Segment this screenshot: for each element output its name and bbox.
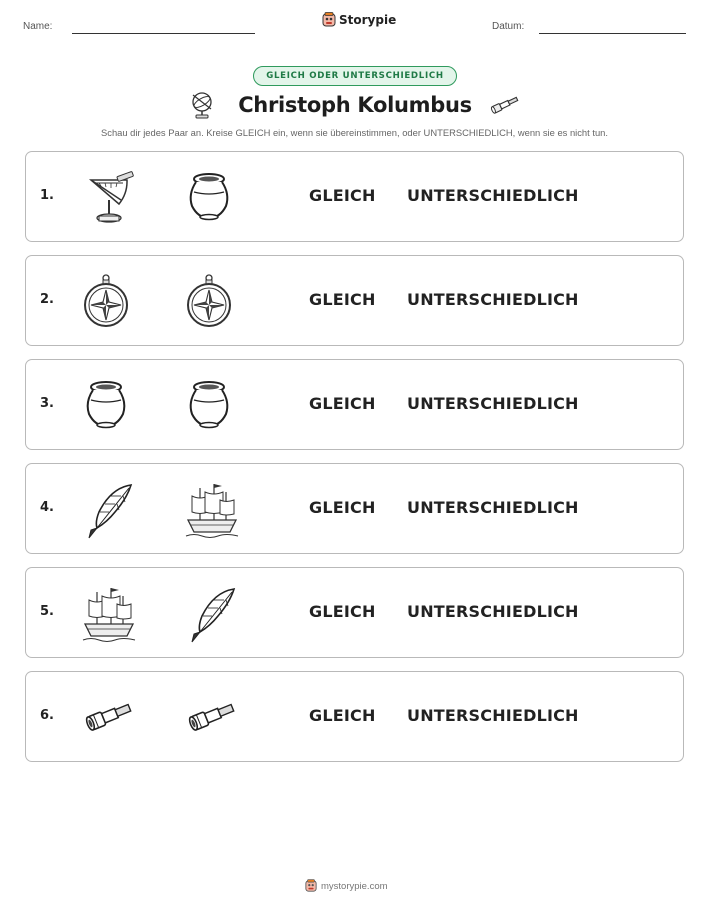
storypie-mascot-icon (305, 879, 317, 893)
footer (305, 879, 388, 893)
option-same[interactable]: GLEICH (309, 394, 376, 413)
question-number: 3. (40, 396, 54, 411)
name-label: Name: (23, 21, 53, 32)
option-different[interactable]: UNTERSCHIEDLICH (407, 186, 579, 205)
quill-icon (184, 586, 238, 648)
storypie-mascot-icon (322, 12, 336, 28)
option-same[interactable]: GLEICH (309, 706, 376, 725)
brand-logo (322, 12, 396, 28)
quill-icon (81, 482, 135, 544)
option-different[interactable]: UNTERSCHIEDLICH (407, 706, 579, 725)
question-card-1 (25, 151, 684, 242)
compass-icon (81, 274, 131, 334)
brand-name: Storypie (339, 13, 397, 27)
pot-icon (184, 170, 234, 226)
question-number: 4. (40, 500, 54, 515)
question-card-6 (25, 671, 684, 762)
option-same[interactable]: GLEICH (309, 602, 376, 621)
spyglass-icon (184, 696, 240, 740)
sextant-icon (81, 170, 137, 230)
footer-site[interactable]: mystorypie.com (321, 880, 388, 892)
spyglass-icon (81, 696, 137, 740)
option-different[interactable]: UNTERSCHIEDLICH (407, 290, 579, 309)
option-different[interactable]: UNTERSCHIEDLICH (407, 498, 579, 517)
question-number: 6. (40, 708, 54, 723)
spyglass-icon (489, 94, 521, 114)
ship-icon (184, 482, 240, 544)
ship-icon (81, 586, 137, 648)
question-card-2 (25, 255, 684, 346)
option-same[interactable]: GLEICH (309, 498, 376, 517)
worksheet-title: Christoph Kolumbus (238, 93, 472, 117)
astrolabe-icon (189, 90, 217, 120)
compass-icon (184, 274, 234, 334)
question-card-4 (25, 463, 684, 554)
instructions: Schau dir jedes Paar an. Kreise GLEICH ein, wenn sie übereinstimmen, oder UNTERSCHIEDLICH, wenn sie es nicht tun. (101, 127, 608, 138)
question-number: 1. (40, 188, 54, 203)
question-number: 2. (40, 292, 54, 307)
date-field[interactable] (539, 33, 686, 34)
pot-icon (81, 378, 131, 434)
date-label: Datum: (492, 21, 525, 32)
option-same[interactable]: GLEICH (309, 290, 376, 309)
category-pill: GLEICH ODER UNTERSCHIEDLICH (253, 66, 457, 86)
option-same[interactable]: GLEICH (309, 186, 376, 205)
name-field[interactable] (72, 33, 255, 34)
question-card-3 (25, 359, 684, 450)
pot-icon (184, 378, 234, 434)
question-number: 5. (40, 604, 54, 619)
option-different[interactable]: UNTERSCHIEDLICH (407, 394, 579, 413)
question-card-5 (25, 567, 684, 658)
option-different[interactable]: UNTERSCHIEDLICH (407, 602, 579, 621)
